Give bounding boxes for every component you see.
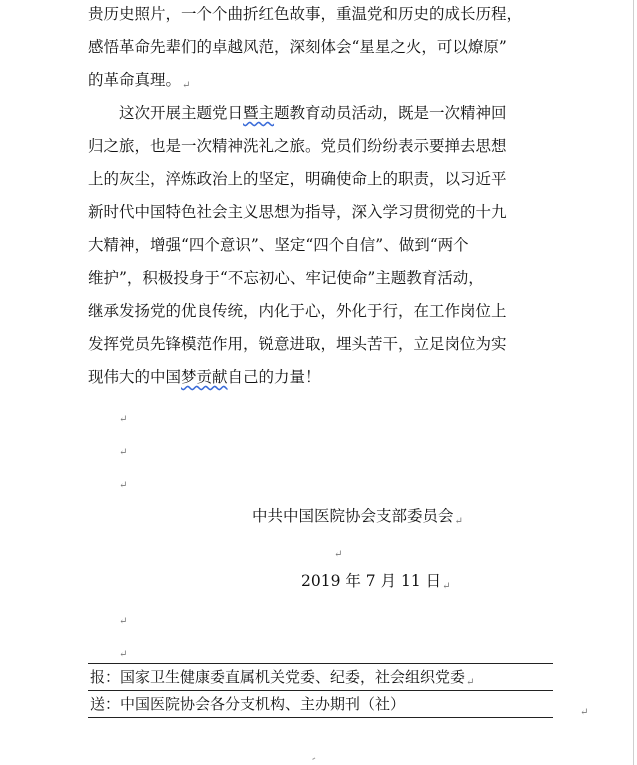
table-rule-top [88,663,553,664]
paragraph-mark: ↵ [442,581,451,592]
para2-line-1: 这次开展主题党日暨主题教育动员活动，既是一次精神回 [119,104,507,122]
empty-paragraph [118,404,127,427]
para2-line-2: 归之旅，也是一次精神洗礼之旅。党员们纷纷表示要掸去思想 [88,137,507,155]
empty-paragraph [118,606,127,629]
empty-paragraph [118,470,127,493]
table-rule-middle [88,690,553,691]
page-corner-mark [312,758,317,763]
empty-paragraph [333,539,342,562]
para1-line-1: 贵历史照片，一个个曲折红色故事，重温党和历史的成长历程， [88,5,523,23]
empty-paragraph [118,639,127,662]
signature-org: 中共中国医院协会支部委员会↵ [252,507,463,527]
paragraph-mark: ↵ [119,616,128,627]
report-to-line: 报：国家卫生健康委直属机关党委、纪委，社会组织党委$_↵$ [90,668,475,688]
para2-line-3: 上的灰尘，淬炼政治上的坚定，明确使命上的职责，以习近平 [88,170,507,188]
para2-line-7: 继承发扬党的优良传统，内化于心，外化于行，在工作岗位上 [88,302,507,320]
end-of-row-mark [579,697,588,720]
paragraph-mark: ↵ [119,414,128,425]
paragraph-mark: ↵ [182,80,191,91]
spellcheck-underline: 暨主 [243,104,275,122]
signature-date: 2019 年 7 月 11 日↵ [301,572,451,592]
spellcheck-underline: 梦贡献 [181,368,228,386]
para2-line-6: 维护”，积极投身于“不忘初心、牢记使命”主题教育活动， [88,269,484,287]
para2-line-9: 现伟大的中国梦贡献自己的力量！ [88,368,321,386]
paragraph-mark: ↵ [119,447,128,458]
paragraph-mark: ↵ [454,516,463,527]
paragraph-mark: ↵ [119,649,128,660]
para1-line-3: 的革命真理。↵ [88,71,191,91]
page-right-border [633,0,634,765]
para2-line-4: 新时代中国特色社会主义思想为指导，深入学习贯彻党的十九 [88,203,507,221]
para1-line-2: 感悟革命先辈们的卓越风范，深刻体会“星星之火，可以燎原” [88,38,507,56]
para2-line-5: 大精神，增强“四个意识”、坚定“四个自信”、做到“两个 [88,236,469,254]
send-to-line: 送：中国医院协会各分支机构、主办期刊（社） [90,695,406,713]
para2-line-8: 发挥党员先锋模范作用，锐意进取，埋头苦干，立足岗位为实 [88,335,507,353]
paragraph-mark: ↵ [580,707,589,718]
paragraph-mark: ↵ [466,677,475,688]
table-rule-bottom [88,717,553,718]
empty-paragraph [118,437,127,460]
paragraph-mark: ↵ [119,480,128,491]
paragraph-mark: ↵ [334,549,343,560]
